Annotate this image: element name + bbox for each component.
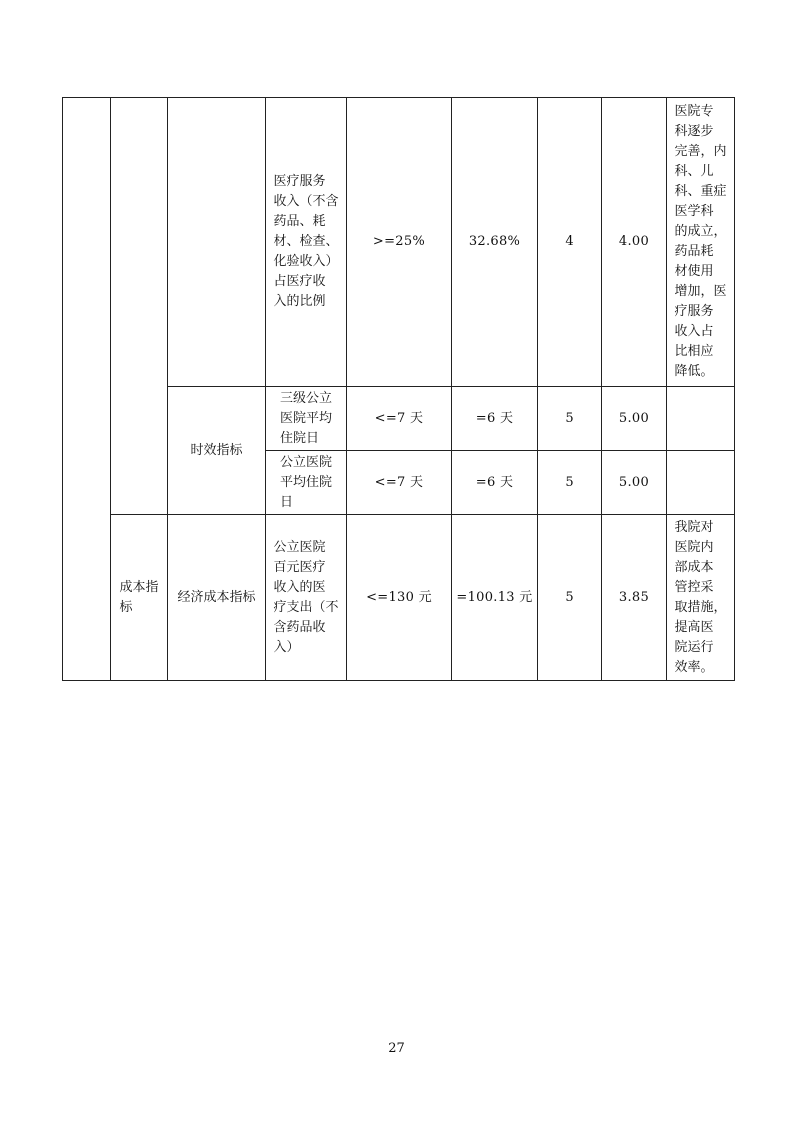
level3-cell-blank <box>168 98 266 387</box>
actual-cell <box>452 515 538 681</box>
note-cell <box>667 387 735 451</box>
note-cell <box>667 451 735 515</box>
note-text: 我院对 医院内 部成本 管控采 取措施， 提高医 院运行 效率。 <box>674 519 727 675</box>
weight-value: 5 <box>565 474 574 490</box>
target-value: <=7 天 <box>374 474 424 490</box>
actual-cell <box>452 98 538 387</box>
target-value: <=7 天 <box>374 410 424 426</box>
note-cell <box>667 98 735 387</box>
indicator-cell <box>266 515 347 681</box>
indicator-name: 公立医院 百元医疗 收入的医 疗支出（不 含药品收 入） <box>273 539 339 655</box>
indicator-name: 公立医院 平均住院 日 <box>279 454 332 510</box>
target-cell <box>347 387 452 451</box>
actual-cell <box>452 451 538 515</box>
score-value: 5.00 <box>618 474 650 490</box>
score-cell <box>602 515 667 681</box>
actual-cell <box>452 387 538 451</box>
weight-cell <box>538 98 602 387</box>
group-label-cost-level1: 成本指 标 <box>119 579 159 615</box>
group-label-cost-level2: 经济成本指标 <box>177 589 256 605</box>
page-number: 27 <box>388 1041 405 1056</box>
table-row <box>63 98 735 387</box>
actual-value: =6 天 <box>475 410 514 426</box>
indicator-cell <box>266 387 347 451</box>
actual-value: =100.13 元 <box>456 589 533 605</box>
performance-table <box>62 97 735 681</box>
actual-value: =6 天 <box>475 474 514 490</box>
weight-value: 5 <box>565 410 574 426</box>
indicator-name: 三级公立 医院平均 住院日 <box>279 390 332 446</box>
score-cell <box>602 451 667 515</box>
score-value: 4.00 <box>618 234 650 249</box>
group-cell-cost-level2 <box>168 515 266 681</box>
actual-value: 32.68% <box>468 234 521 249</box>
group-cell-cost-level1 <box>111 515 168 681</box>
target-value: <=130 元 <box>366 589 432 605</box>
indicator-cell <box>266 98 347 387</box>
level1-cell-blank <box>63 98 111 681</box>
weight-value: 4 <box>565 234 574 249</box>
level2-cell-blank <box>111 98 168 515</box>
score-cell <box>602 387 667 451</box>
score-cell <box>602 98 667 387</box>
score-value: 5.00 <box>618 410 650 426</box>
indicator-name: 医疗服务 收入（不含 药品、耗 材、检查、 化验收入） 占医疗收 入的比例 <box>273 174 339 309</box>
weight-value: 5 <box>565 589 574 605</box>
indicator-cell <box>266 451 347 515</box>
target-cell <box>347 98 452 387</box>
weight-cell <box>538 515 602 681</box>
note-cell <box>667 515 735 681</box>
table-row <box>63 515 735 681</box>
target-cell <box>347 451 452 515</box>
note-text: 医院专 科逐步 完善，内 科、儿 科、重症 医学科 的成立， 药品耗 材使用 增加，医 疗服务 收入占 比相应 降低。 <box>674 104 727 379</box>
target-value: >=25% <box>372 234 426 249</box>
group-label-timeliness: 时效指标 <box>190 442 243 458</box>
group-cell-timeliness <box>168 387 266 515</box>
score-value: 3.85 <box>618 589 650 605</box>
weight-cell <box>538 387 602 451</box>
weight-cell <box>538 451 602 515</box>
target-cell <box>347 515 452 681</box>
